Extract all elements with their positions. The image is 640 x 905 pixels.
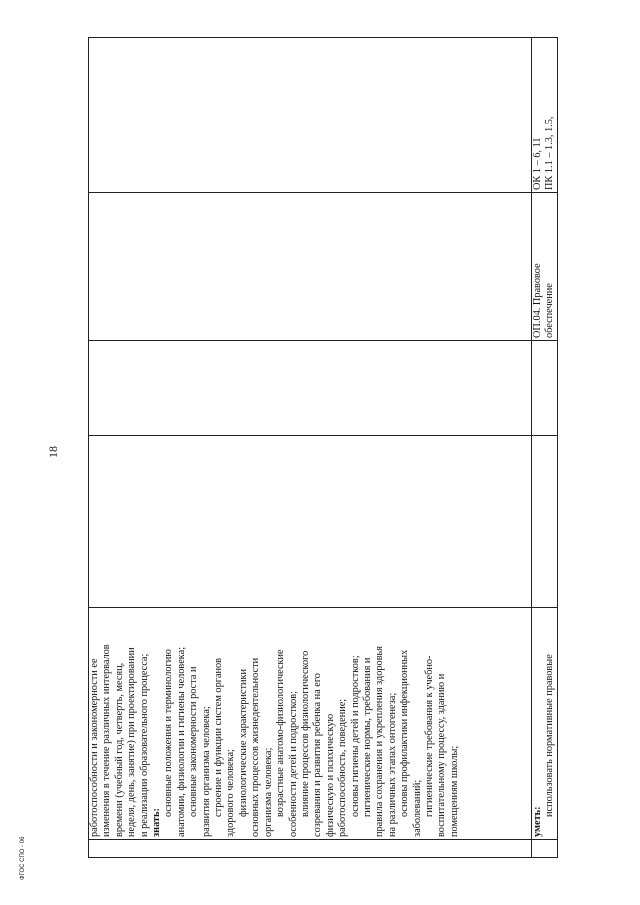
table-row	[89, 38, 532, 858]
text-line: ПК 1.1 – 1.3, 1.5,	[544, 116, 556, 190]
text-line: физиологические характеристики	[237, 668, 249, 817]
text-line: неделя, день, занятие) при проектировании	[126, 647, 138, 837]
text-line: анатомии, физиологии и гигиены человека;	[175, 646, 187, 837]
text-line: работоспособность, поведение;	[337, 698, 349, 837]
curriculum-table	[88, 37, 558, 858]
rotated-page	[46, 38, 558, 858]
competencies-cell	[89, 38, 532, 193]
text-line: воспитательному процессу, зданию и	[436, 673, 448, 837]
footer-code: ФГОС СПО - 06	[20, 836, 26, 880]
text-line: использовать нормативные правовые	[544, 654, 556, 817]
text-line: основные закономерности роста и	[188, 666, 200, 817]
text-line: основные положения и терминологию	[163, 649, 175, 817]
text-line: организма человека;	[262, 747, 274, 837]
competencies-cell	[532, 38, 558, 193]
text-line: созревания и развития ребенка на его	[312, 673, 324, 837]
discipline-cell	[532, 193, 558, 341]
text-line: возрастные анатомо-физиологические	[275, 649, 287, 817]
text-line: изменения в течение различных интервалов	[101, 644, 113, 837]
text-line: гигиенические нормы, требования и	[361, 657, 373, 817]
text-line: заболеваний;	[411, 779, 423, 837]
text-line: времени (учебный год, четверть, месяц,	[113, 662, 125, 837]
text-line: строение и функции систем органов	[213, 657, 225, 817]
text-line: развития организма человека;	[200, 706, 212, 837]
index-cell	[89, 840, 532, 858]
text-line: особенности детей и подростков;	[287, 690, 299, 837]
text-line: гигиенические требования к учебно-	[423, 655, 435, 817]
text-line: работоспособности и закономерности ее	[89, 658, 100, 837]
text-line: на различных этапах онтогенеза;	[386, 692, 398, 837]
text-line: знать:	[151, 808, 163, 837]
hours-cell	[532, 436, 558, 608]
text-line: основы профилактики инфекционных	[399, 649, 411, 817]
text-line: здорового человека;	[225, 749, 237, 837]
text-line: правила сохранения и укрепления здоровья	[374, 646, 386, 837]
text-line: ОП.04. Правовое	[532, 263, 543, 338]
index-cell	[532, 840, 558, 858]
table-row	[532, 38, 558, 858]
text-line: и реализации образовательного процесса;	[138, 653, 150, 837]
requirements-cell	[532, 608, 558, 840]
requirements-cell	[89, 608, 532, 840]
hours-cell	[532, 341, 558, 436]
text-line: основы гигиены детей и подростков;	[349, 655, 361, 817]
text-line: физическую и психическую	[324, 713, 336, 837]
text-line: уметь:	[532, 806, 543, 837]
text-line: основных процессов жизнедеятельности	[250, 657, 262, 837]
hours-cell	[89, 341, 532, 436]
discipline-cell	[89, 193, 532, 341]
text-line: обеспечение	[544, 283, 556, 338]
text-line: ОК 1 – 6, 11	[532, 137, 543, 190]
text-line: влияние процессов физиологического	[299, 650, 311, 817]
hours-cell	[89, 436, 532, 608]
page-number: 18	[46, 446, 60, 458]
text-line: помещениям школы;	[448, 745, 460, 837]
